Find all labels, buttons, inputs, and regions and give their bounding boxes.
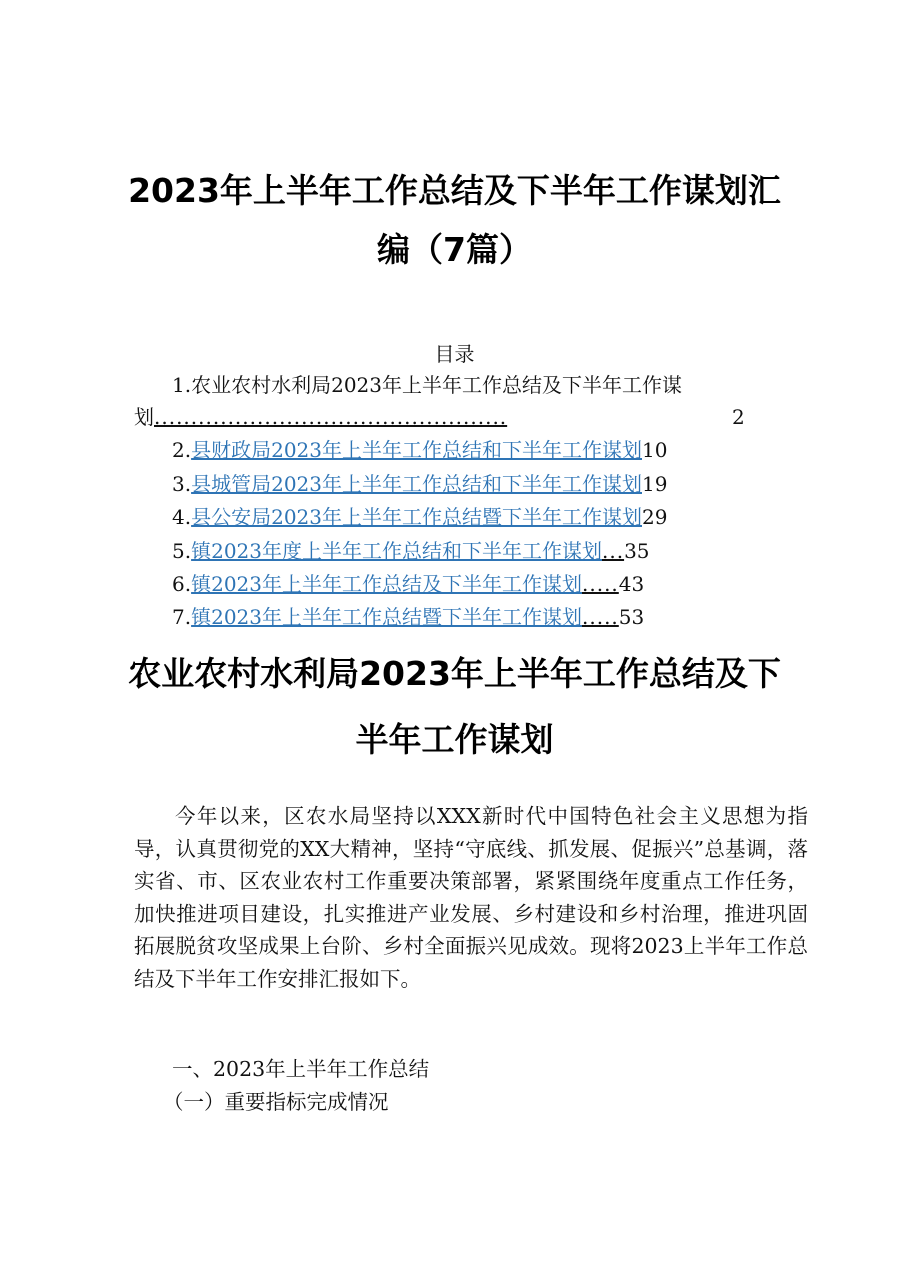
toc-dot-leader: ..... <box>582 572 619 596</box>
toc-entry-number: 7. <box>172 605 192 629</box>
toc-page-number: 35 <box>624 539 650 563</box>
toc-page-number: 10 <box>642 438 668 462</box>
toc-page-number: 29 <box>642 505 668 529</box>
toc-entry-7[interactable] <box>172 604 644 630</box>
section-heading: 一、2023年上半年工作总结 <box>172 1057 430 1081</box>
toc-entry-number: 6. <box>172 572 192 596</box>
toc-entry-1-line-2[interactable] <box>134 404 745 430</box>
toc-entry-number: 5. <box>172 539 192 563</box>
toc-heading: 目录 <box>434 342 475 366</box>
toc-entry-link[interactable]: 县公安局2023年上半年工作总结暨下半年工作谋划 <box>191 505 642 529</box>
toc-dot-leader: ................................................ <box>154 405 508 429</box>
toc-entry-number: 3. <box>172 472 192 496</box>
toc-entry-link[interactable]: 镇2023年上半年工作总结及下半年工作谋划 <box>191 572 582 596</box>
toc-page-number: 53 <box>618 605 645 629</box>
toc-entry-number: 1. <box>172 373 192 397</box>
document-title-line-1: 2023年上半年工作总结及下半年工作谋划汇 <box>128 171 781 210</box>
article-title-line-1: 农业农村水利局2023年上半年工作总结及下 <box>128 654 781 693</box>
toc-entry-3[interactable] <box>172 471 667 497</box>
article-title-line-2: 半年工作谋划 <box>355 720 554 759</box>
toc-page-number: 43 <box>618 572 645 596</box>
article-intro-paragraph: 今年以来，区农水局坚持以XXX新时代中国特色社会主义思想为指导，认真贯彻党的XX大精神，坚持“守底线、抓发展、促振兴”总基调，落实省、市、区农业农村工作重要决策部署，紧紧围绕年度重点工作任务，加快推进项目建设，扎实推进产业发展、乡村建设和乡村治理，推进巩固拓展脱贫攻坚成果上台阶、乡村全面振兴见成效。现将2023上半年工作总结及下半年工作安排汇报如下。 <box>134 804 808 991</box>
toc-entry-title[interactable]: 农业农村水利局2023年上半年工作总结及下半年工作谋 <box>191 373 682 397</box>
toc-entry-6[interactable] <box>172 571 644 597</box>
toc-entry-2[interactable] <box>172 437 667 463</box>
toc-entry-link[interactable]: 县财政局2023年上半年工作总结和下半年工作谋划 <box>191 438 642 462</box>
toc-entry-link[interactable]: 县城管局2023年上半年工作总结和下半年工作谋划 <box>191 472 642 496</box>
toc-dot-leader: ... <box>602 539 625 563</box>
toc-page-number: 19 <box>642 472 668 496</box>
toc-entry-number: 4. <box>172 505 192 529</box>
toc-entry-link[interactable]: 镇2023年度上半年工作总结和下半年工作谋划 <box>191 539 602 563</box>
toc-dot-leader: ..... <box>582 605 619 629</box>
document-title-line-2: 编（7篇） <box>377 230 532 269</box>
toc-entry-link[interactable]: 镇2023年上半年工作总结暨下半年工作谋划 <box>191 605 582 629</box>
toc-page-number: 2 <box>732 405 745 429</box>
toc-entry-title-continued[interactable]: 划 <box>134 405 154 429</box>
toc-entry-number: 2. <box>172 438 192 462</box>
toc-entry-5[interactable] <box>172 538 650 564</box>
toc-entry-4[interactable] <box>172 504 667 530</box>
toc-entry-1-line-1[interactable] <box>172 372 682 398</box>
subsection-heading: （一）重要指标完成情况 <box>163 1090 389 1114</box>
